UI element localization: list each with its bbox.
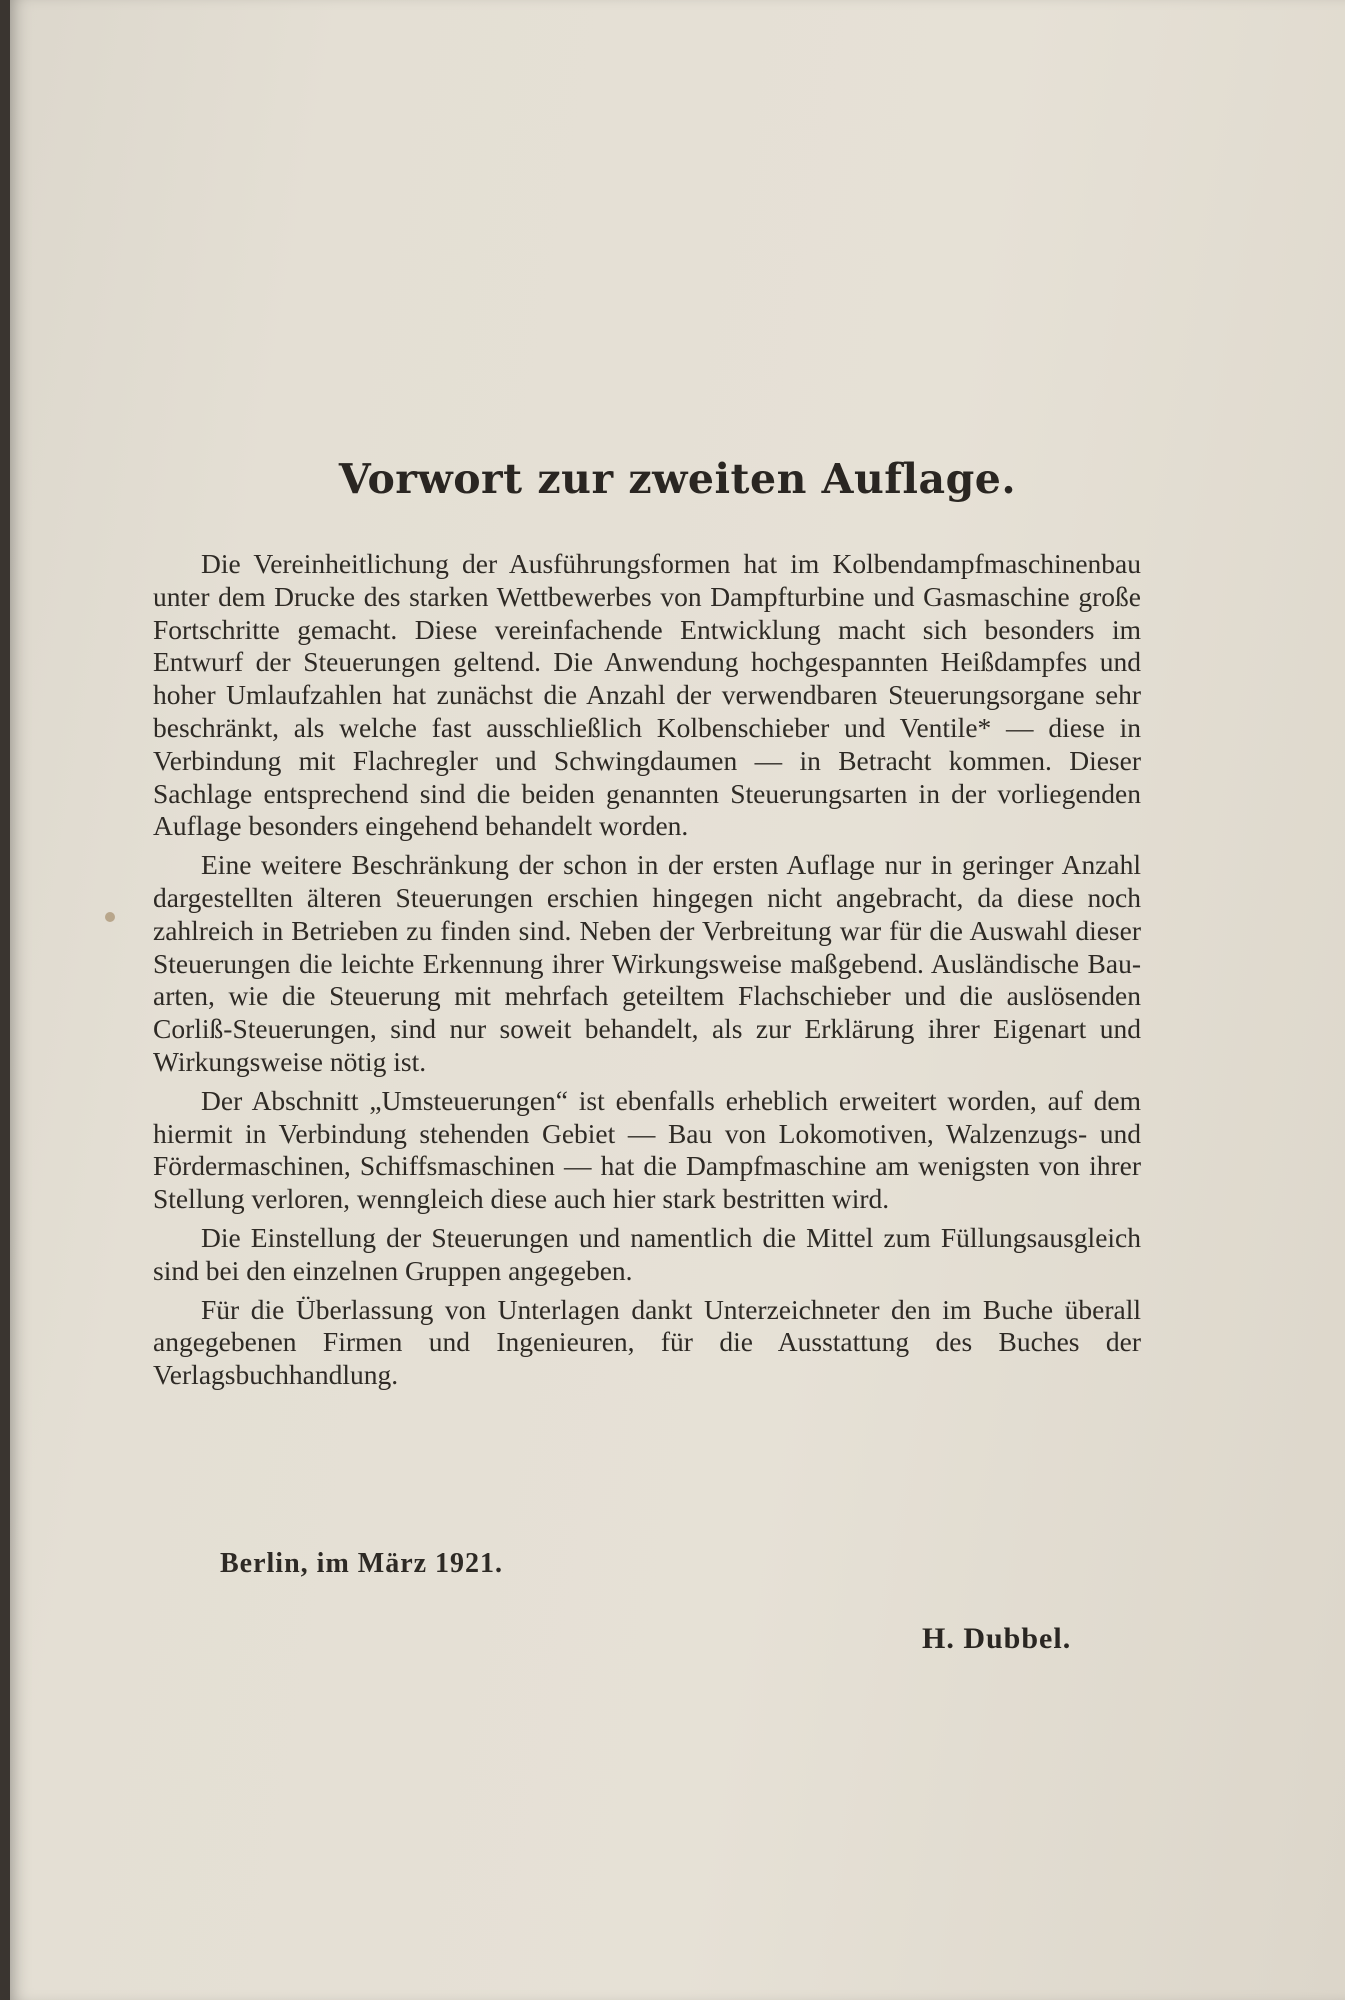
page-title: Vorwort zur zweiten Auflage. xyxy=(338,455,1017,503)
paragraph-5: Für die Überlassung von Unterlagen dankt Unterzeichneter den im Buche überall angegebenen Firmen und Ingenieuren, für die Ausstattung des Buches der Verlagsbuchhandlung. xyxy=(153,1293,1141,1391)
paper-spot xyxy=(105,912,115,922)
place-date: Berlin, im März 1921. xyxy=(220,1548,504,1579)
preface-body xyxy=(153,548,1141,1398)
paragraph-3: Der Abschnitt „Umsteuerungen“ ist ebenfalls erheblich erweitert worden, auf dem hiermit in Verbindung stehenden Gebiet — Bau von Lokomotiven, Walzenzugs- und Fördermaschinen, Schiffsmaschinen — hat die Dampfmaschine am wenigsten von ihrer Stellung verloren, wenngleich diese auch hier stark bestritten wird. xyxy=(153,1084,1141,1215)
paragraph-1: Die Vereinheitlichung der Ausführungsformen hat im Kolbendampfmaschinenbau unter dem Drucke des starken Wettbewerbes von Dampfturbine und Gasmaschine große Fortschritte gemacht. Diese vereinfachende Entwicklung macht sich besonders im Entwurf der Steuerungen geltend. Die Anwendung hochgespannten Heißdampfes und hoher Umlaufzahlen hat zunächst die Anzahl der verwendbaren Steuerungsorgane sehr beschränkt, als welche fast ausschließlich Kolbenschieber und Ventile* — diese in Verbindung mit Flachregler und Schwingdaumen — in Betracht kommen. Dieser Sachlage entsprechend sind die beiden genannten Steuerungsarten in der vorliegenden Auflage besonders eingehend behandelt worden. xyxy=(153,548,1141,842)
book-page xyxy=(10,0,1345,2000)
author-signature: H. Dubbel. xyxy=(922,1622,1072,1655)
paragraph-4: Die Einstellung der Steuerungen und namentlich die Mittel zum Füllungsausgleich sind bei den einzelnen Gruppen angegeben. xyxy=(153,1221,1141,1286)
paragraph-2: Eine weitere Beschränkung der schon in der ersten Auflage nur in geringer Anzahl dargestellten älteren Steuerungen erschien hingegen nicht angebracht, da diese noch zahlreich in Betrieben zu finden sind. Neben der Verbreitung war für die Auswahl dieser Steuerungen die leichte Erkennung ihrer Wirkungsweise maßgebend. Ausländische Bauarten, wie die Steuerung mit mehrfach geteiltem Flachschieber und die auslösenden Corliß-Steuerungen, sind nur soweit behandelt, als zur Erklärung ihrer Eigenart und Wirkungsweise nötig ist. xyxy=(153,849,1141,1077)
